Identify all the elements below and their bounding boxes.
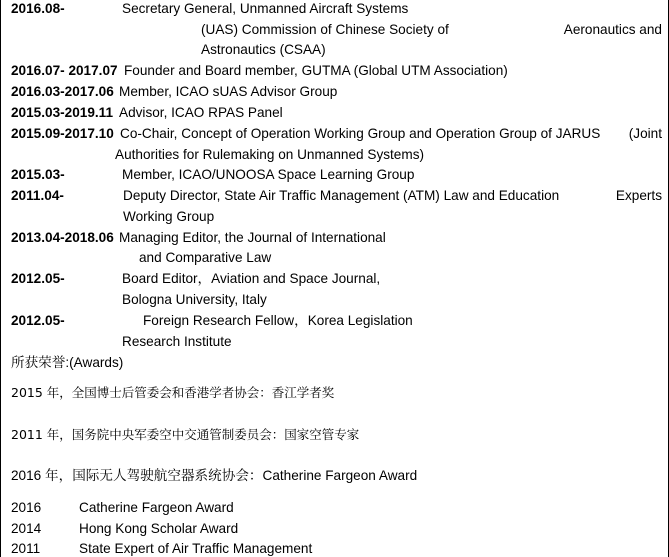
entry-date: 2013.04-2018.06: [11, 230, 114, 245]
award-cn-line: 2015 年，全国博士后管委会和香港学者协会：香江学者奖: [11, 385, 335, 400]
entry-date: 2011.04-: [11, 188, 64, 203]
award-year: 2014: [11, 521, 42, 536]
entry-text: Foreign Research Fellow，Korea Legislation: [143, 313, 413, 328]
award-year: 2016: [11, 500, 42, 515]
award-year: 2011: [11, 541, 41, 556]
award-title: State Expert of Air Traffic Management: [79, 541, 313, 556]
entry-date: 2016.08-: [11, 1, 65, 16]
entry-text: Advisor, ICAO RPAS Panel: [119, 105, 283, 120]
award-cn-line: 2016 年，国际无人驾驶航空器系统协会：Catherine Fargeon Award: [11, 468, 418, 483]
entry-text: Founder and Board member, GUTMA (Global UTM Association): [124, 63, 508, 78]
entry-text: Secretary General, Unmanned Aircraft Systems: [122, 1, 409, 16]
entry-text-justified: [201, 22, 662, 38]
entry-date: 2015.09-2017.10: [11, 126, 114, 141]
entry-date: 2015.03-: [11, 167, 65, 182]
entry-text: Board Editor，Aviation and Space Journal,: [122, 271, 381, 286]
entry-date: 2016.07- 2017.07: [11, 63, 118, 78]
entry-text-part: (Joint: [628, 126, 662, 141]
entry-text: Member, ICAO sUAS Advisor Group: [119, 84, 338, 99]
entry-date: 2012.05-: [11, 271, 65, 286]
award-title: Catherine Fargeon Award: [79, 500, 234, 515]
entry-date: 2012.05-: [11, 313, 65, 328]
entry-text: Managing Editor, the Journal of International: [119, 230, 386, 245]
entry-text: Bologna University, Italy: [122, 292, 267, 307]
entry-text-justified: [123, 188, 662, 204]
entry-date: 2015.03-2019.11: [11, 105, 114, 120]
entry-text-part: Aeronautics and: [563, 22, 662, 37]
entry-text-part: (UAS) Commission of Chinese Society of: [201, 22, 449, 37]
entry-text: Research Institute: [122, 334, 232, 349]
entry-text: and Comparative Law: [139, 250, 272, 265]
award-title: Hong Kong Scholar Award: [79, 521, 239, 536]
entry-text: Authorities for Rulemaking on Unmanned Systems): [115, 147, 425, 162]
entry-text-justified: [120, 126, 662, 142]
entry-text: Working Group: [123, 209, 215, 224]
entry-text-part: Co-Chair, Concept of Operation Working Group and Operation Group of JARUS: [120, 126, 601, 141]
entry-text-part: Experts: [615, 188, 662, 203]
award-cn-line: 2011 年，国务院中央军委空中交通管制委员会：国家空管专家: [11, 427, 360, 442]
entry-text: Member, ICAO/UNOOSA Space Learning Group: [122, 167, 415, 182]
entry-text-part: Deputy Director, State Air Traffic Management (ATM) Law and Education: [123, 188, 560, 203]
entry-text: Astronautics (CSAA): [201, 42, 326, 57]
entry-date: 2016.03-2017.06: [11, 84, 114, 99]
awards-heading: 所获荣誉:(Awards): [11, 355, 124, 370]
